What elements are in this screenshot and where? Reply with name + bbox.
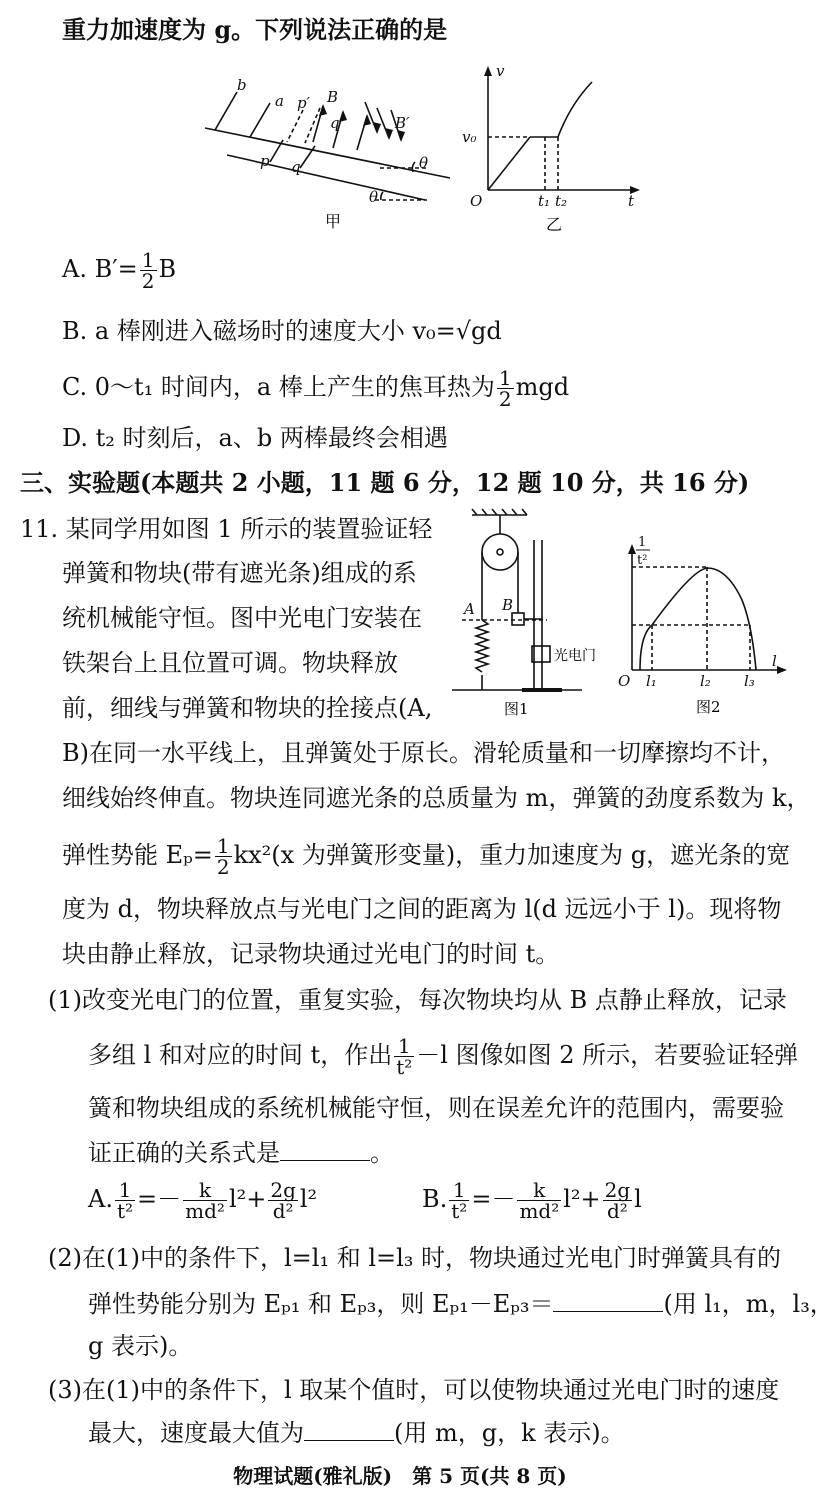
fig2-y-den: t²	[637, 553, 648, 568]
fig2-label-l3: l₃	[744, 672, 755, 690]
figure-2	[612, 530, 792, 720]
option-d: D. t₂ 时刻后，a、b 两棒最终会相遇	[62, 424, 448, 452]
sub2-line-3: g 表示)。	[88, 1332, 193, 1360]
label-B-prime: B′	[395, 114, 410, 132]
fig-jia-caption: 甲	[325, 212, 342, 231]
q11-line-3: 统机械能守恒。图中光电门安装在	[62, 604, 422, 632]
answer-blank-2[interactable]	[553, 1289, 663, 1312]
sub1-line-2: 多组 l 和对应的时间 t，作出 $\frac{1}{\text{t²}}$ －l 图像如图 2 所示，若要验证轻弹	[88, 1034, 799, 1079]
option-c: C. 0～t₁ 时间内，a 棒上产生的焦耳热为 $\frac{1}{2}$ mgd	[62, 366, 570, 411]
gate-label: 光电门	[554, 648, 596, 664]
option-b: B. a 棒刚进入磁场时的速度大小 v₀=√gd	[62, 317, 502, 345]
label-theta-2: θ	[369, 188, 379, 206]
sub1-option-b: B. $\frac{1}{\text{t²}}$ =－ $\frac{k}{\text{md²}}$ l²+ $\frac{2g}{\text{d²}}$ l	[422, 1178, 642, 1223]
sub2-line-2: 弹性势能分别为 Eₚ₁ 和 Eₚ₃，则 Eₚ₁－Eₚ₃＝ (用 l₁，m，l₃，	[88, 1290, 834, 1318]
fig-yi-caption: 乙	[546, 215, 563, 234]
sub3-line-1: (3)在(1)中的条件下，l 取某个值时，可以使物块通过光电门时的速度	[48, 1376, 780, 1404]
question-intro: 重力加速度为 g。下列说法正确的是	[62, 15, 448, 44]
fig2-label-l1: l₁	[646, 672, 657, 690]
q11-line-7: 细线始终伸直。物块连同遮光条的总质量为 m，弹簧的劲度系数为 k，	[62, 784, 811, 812]
label-v: v	[496, 62, 505, 80]
figure-1	[462, 500, 612, 725]
q11-line-8: 度为 d，物块释放点与光电门之间的距离为 l(d 远远小于 l)。现将物	[62, 895, 782, 923]
option-a: A. B′= $\frac{1}{2}$ B	[62, 248, 177, 293]
fig2-label-l2: l₂	[700, 672, 711, 690]
label-B-fig1: B	[502, 596, 514, 614]
label-t1: t₁	[538, 192, 551, 210]
label-b: b	[237, 76, 247, 94]
q11-line-6: B)在同一水平线上，且弹簧处于原长。滑轮质量和一切摩擦均不计，	[62, 739, 785, 767]
sub1-line-1: (1)改变光电门的位置，重复实验，每次物块均从 B 点静止释放，记录	[48, 986, 787, 1014]
label-B: B	[327, 88, 339, 106]
label-t2: t₂	[555, 192, 568, 210]
sub1-option-a: A. $\frac{1}{\text{t²}}$ =－ $\frac{k}{\text{md²}}$ l²+ $\frac{2g}{\text{d²}}$ l²	[88, 1178, 318, 1223]
figure-yi	[460, 60, 660, 235]
label-a: a	[275, 92, 284, 110]
q11-ep-line: 弹性势能 Eₚ= $\frac{1}{2}$ kx²(x 为弹簧形变量)，重力加速度为 g，遮光条的宽	[62, 834, 791, 879]
fig2-label-l: l	[772, 652, 777, 670]
q11-line-2: 弹簧和物块(带有遮光条)组成的系	[62, 559, 417, 587]
label-A: A	[464, 600, 475, 618]
label-O: O	[470, 192, 483, 210]
fig2-caption: 图2	[696, 698, 721, 716]
sub1-line-3: 簧和物块组成的系统机械能守恒，则在误差允许的范围内，需要验	[88, 1094, 784, 1122]
answer-blank-1[interactable]	[280, 1138, 370, 1161]
label-t: t	[628, 192, 635, 210]
label-q-prime: q′	[330, 114, 344, 132]
sub2-line-1: (2)在(1)中的条件下，l=l₁ 和 l=l₃ 时，物块通过光电门时弹簧具有的	[48, 1244, 782, 1272]
fig2-label-O: O	[618, 672, 631, 690]
answer-blank-3[interactable]	[304, 1418, 394, 1441]
sub3-line-2: 最大，速度最大值为 (用 m，g，k 表示)。	[88, 1419, 625, 1447]
figure-jia	[195, 70, 465, 230]
page-footer: 物理试题(雅礼版) 第 5 页(共 8 页)	[233, 1464, 567, 1488]
fig2-y-num: 1	[638, 535, 647, 550]
label-theta-1: θ	[419, 154, 429, 172]
section-3-title: 三、实验题(本题共 2 小题，11 题 6 分，12 题 10 分，共 16 分)	[20, 468, 750, 497]
label-q: q	[291, 158, 301, 176]
q11-line-1: 11. 某同学用如图 1 所示的装置验证轻	[20, 515, 433, 543]
label-v0: v₀	[462, 128, 477, 146]
fig1-caption: 图1	[504, 700, 529, 718]
sub1-line-4: 证正确的关系式是 。	[88, 1139, 394, 1167]
q11-line-4: 铁架台上且位置可调。物块释放	[62, 649, 398, 677]
q11-line-5: 前，细线与弹簧和物块的拴接点(A,	[62, 694, 433, 722]
label-p-prime: p′	[297, 94, 311, 112]
label-p: p	[260, 152, 270, 170]
q11-line-9: 块由静止释放，记录物块通过光电门的时间 t。	[62, 940, 560, 968]
